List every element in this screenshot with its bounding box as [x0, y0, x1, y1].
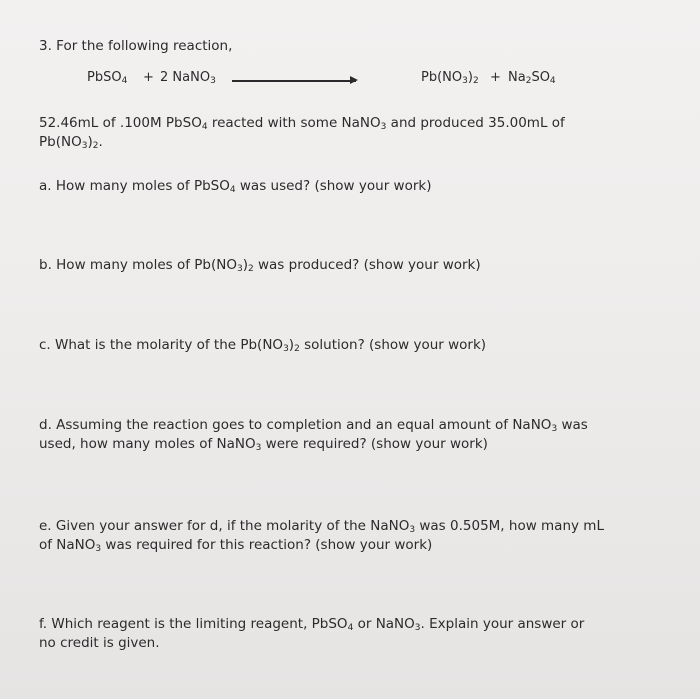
plus-sign-products: +	[490, 70, 501, 85]
reactant-pbso4: PbSO$_4$	[87, 70, 128, 86]
product-na2so4: $Na_2SO_4$	[508, 70, 556, 86]
part-f-question-line-2: no credit is given.	[39, 635, 160, 651]
part-e-question-line-2: of NaNO$_3$ was required for this reaction? (show your work)	[39, 537, 433, 554]
part-e-question-line-1: e. Given your answer for d, if the molarity of the NaNO$_3$ was 0.505M, how many mL	[39, 518, 604, 535]
reactant-nano3: 2 NaNO$_3$	[160, 70, 216, 86]
part-f-question-line-1: f. Which reagent is the limiting reagent, PbSO$_4$ or NaNO$_3$. Explain your answer or	[39, 616, 585, 633]
given-line-1: 52.46mL of .100M PbSO$_4$ reacted with some NaNO$_3$ and produced 35.00mL of	[39, 115, 565, 132]
plus-sign-reactants: +	[143, 70, 154, 85]
given-line-2: $Pb(NO_3)_2$.	[39, 134, 103, 151]
part-b-question: b. How many moles of $Pb(NO_3)_2$ was produced? (show your work)	[39, 257, 481, 274]
product-pbno32: $Pb(NO_3)_2$	[421, 70, 479, 86]
part-c-question: c. What is the molarity of the $Pb(NO_3)_2$ solution? (show your work)	[39, 337, 487, 354]
question-title: 3. For the following reaction,	[39, 38, 233, 54]
part-a-question: a. How many moles of PbSO$_4$ was used? (show your work)	[39, 178, 432, 195]
part-d-question-line-2: used, how many moles of NaNO$_3$ were required? (show your work)	[39, 436, 488, 453]
part-d-question-line-1: d. Assuming the reaction goes to completion and an equal amount of NaNO$_3$ was	[39, 417, 588, 434]
reaction-arrow	[232, 80, 356, 82]
